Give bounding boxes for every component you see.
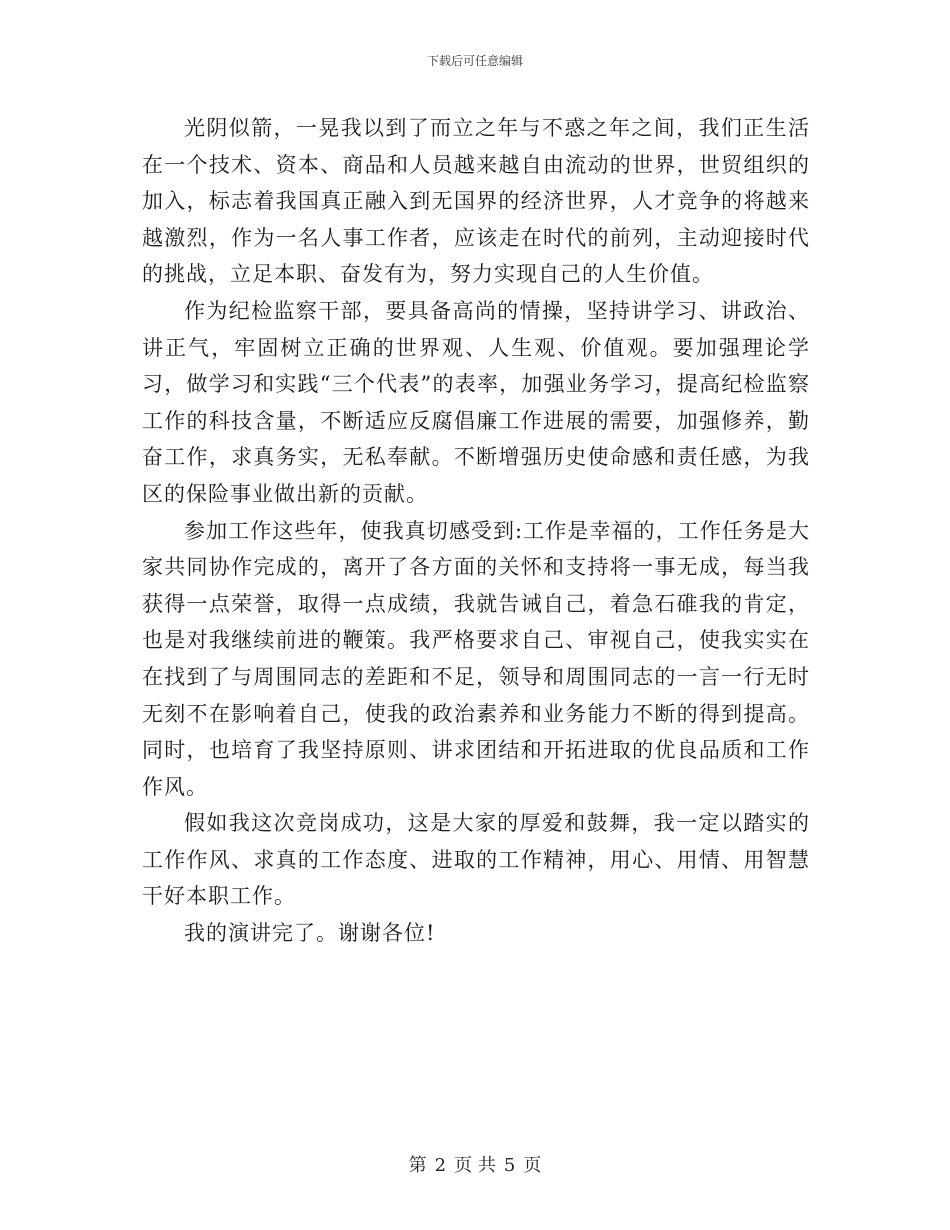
- paragraph-3: 参加工作这些年，使我真切感受到:工作是幸福的，工作任务是大家共同协作完成的，离开了各方面的关怀和支持将一事无成，每当我获得一点荣誉，取得一点成绩，我就告诫自己，着急石碓我的肯定，也是对我继续前进的鞭策。我严格要求自己、审视自己，使我实实在在找到了与周围同志的差距和不足，领导和周围同志的一言一行无时无刻不在影响着自己，使我的政治素养和业务能力不断的得到提高。同时，也培育了我坚持原则、讲求团结和开拓进取的优良品质和工作作风。: [142, 518, 810, 799]
- paragraph-1: 光阴似箭，一晃我以到了而立之年与不惑之年之间，我们正生活在一个技术、资本、商品和人员越来越自由流动的世界，世贸组织的加入，标志着我国真正融入到无国界的经济世界，人才竞争的将越来越激烈，作为一名人事工作者，应该走在时代的前列，主动迎接时代的挑战，立足本职、奋发有为，努力实现自己的人生价值。: [142, 116, 810, 287]
- footer-page-number: 2: [434, 1155, 447, 1176]
- footer-middle: 页 共: [454, 1155, 496, 1176]
- page-footer: [0, 1155, 950, 1177]
- paragraph-2: 作为纪检监察干部，要具备高尚的情操，坚持讲学习、讲政治、讲正气，牢固树立正确的世界观、人生观、价值观。要加强理论学习，做学习和实践“三个代表”的表率，加强业务学习，提高纪检监察工作的科技含量，不断适应反腐倡廉工作进展的需要，加强修养，勤奋工作，求真务实，无私奉献。不断增强历史使命感和责任感，为我区的保险事业做出新的贡献。: [142, 298, 810, 506]
- footer-total-pages: 5: [503, 1155, 516, 1176]
- paragraph-4: 假如我这次竞岗成功，这是大家的厚爱和鼓舞，我一定以踏实的工作作风、求真的工作态度、进取的工作精神，用心、用情、用智慧干好本职工作。: [142, 811, 810, 909]
- footer-prefix: 第: [408, 1155, 427, 1176]
- page-header: 下载后可任意编辑: [426, 54, 523, 68]
- document-body: [142, 110, 810, 952]
- footer-suffix: 页: [523, 1155, 542, 1176]
- paragraph-5: 我的演讲完了。谢谢各位!: [184, 921, 436, 946]
